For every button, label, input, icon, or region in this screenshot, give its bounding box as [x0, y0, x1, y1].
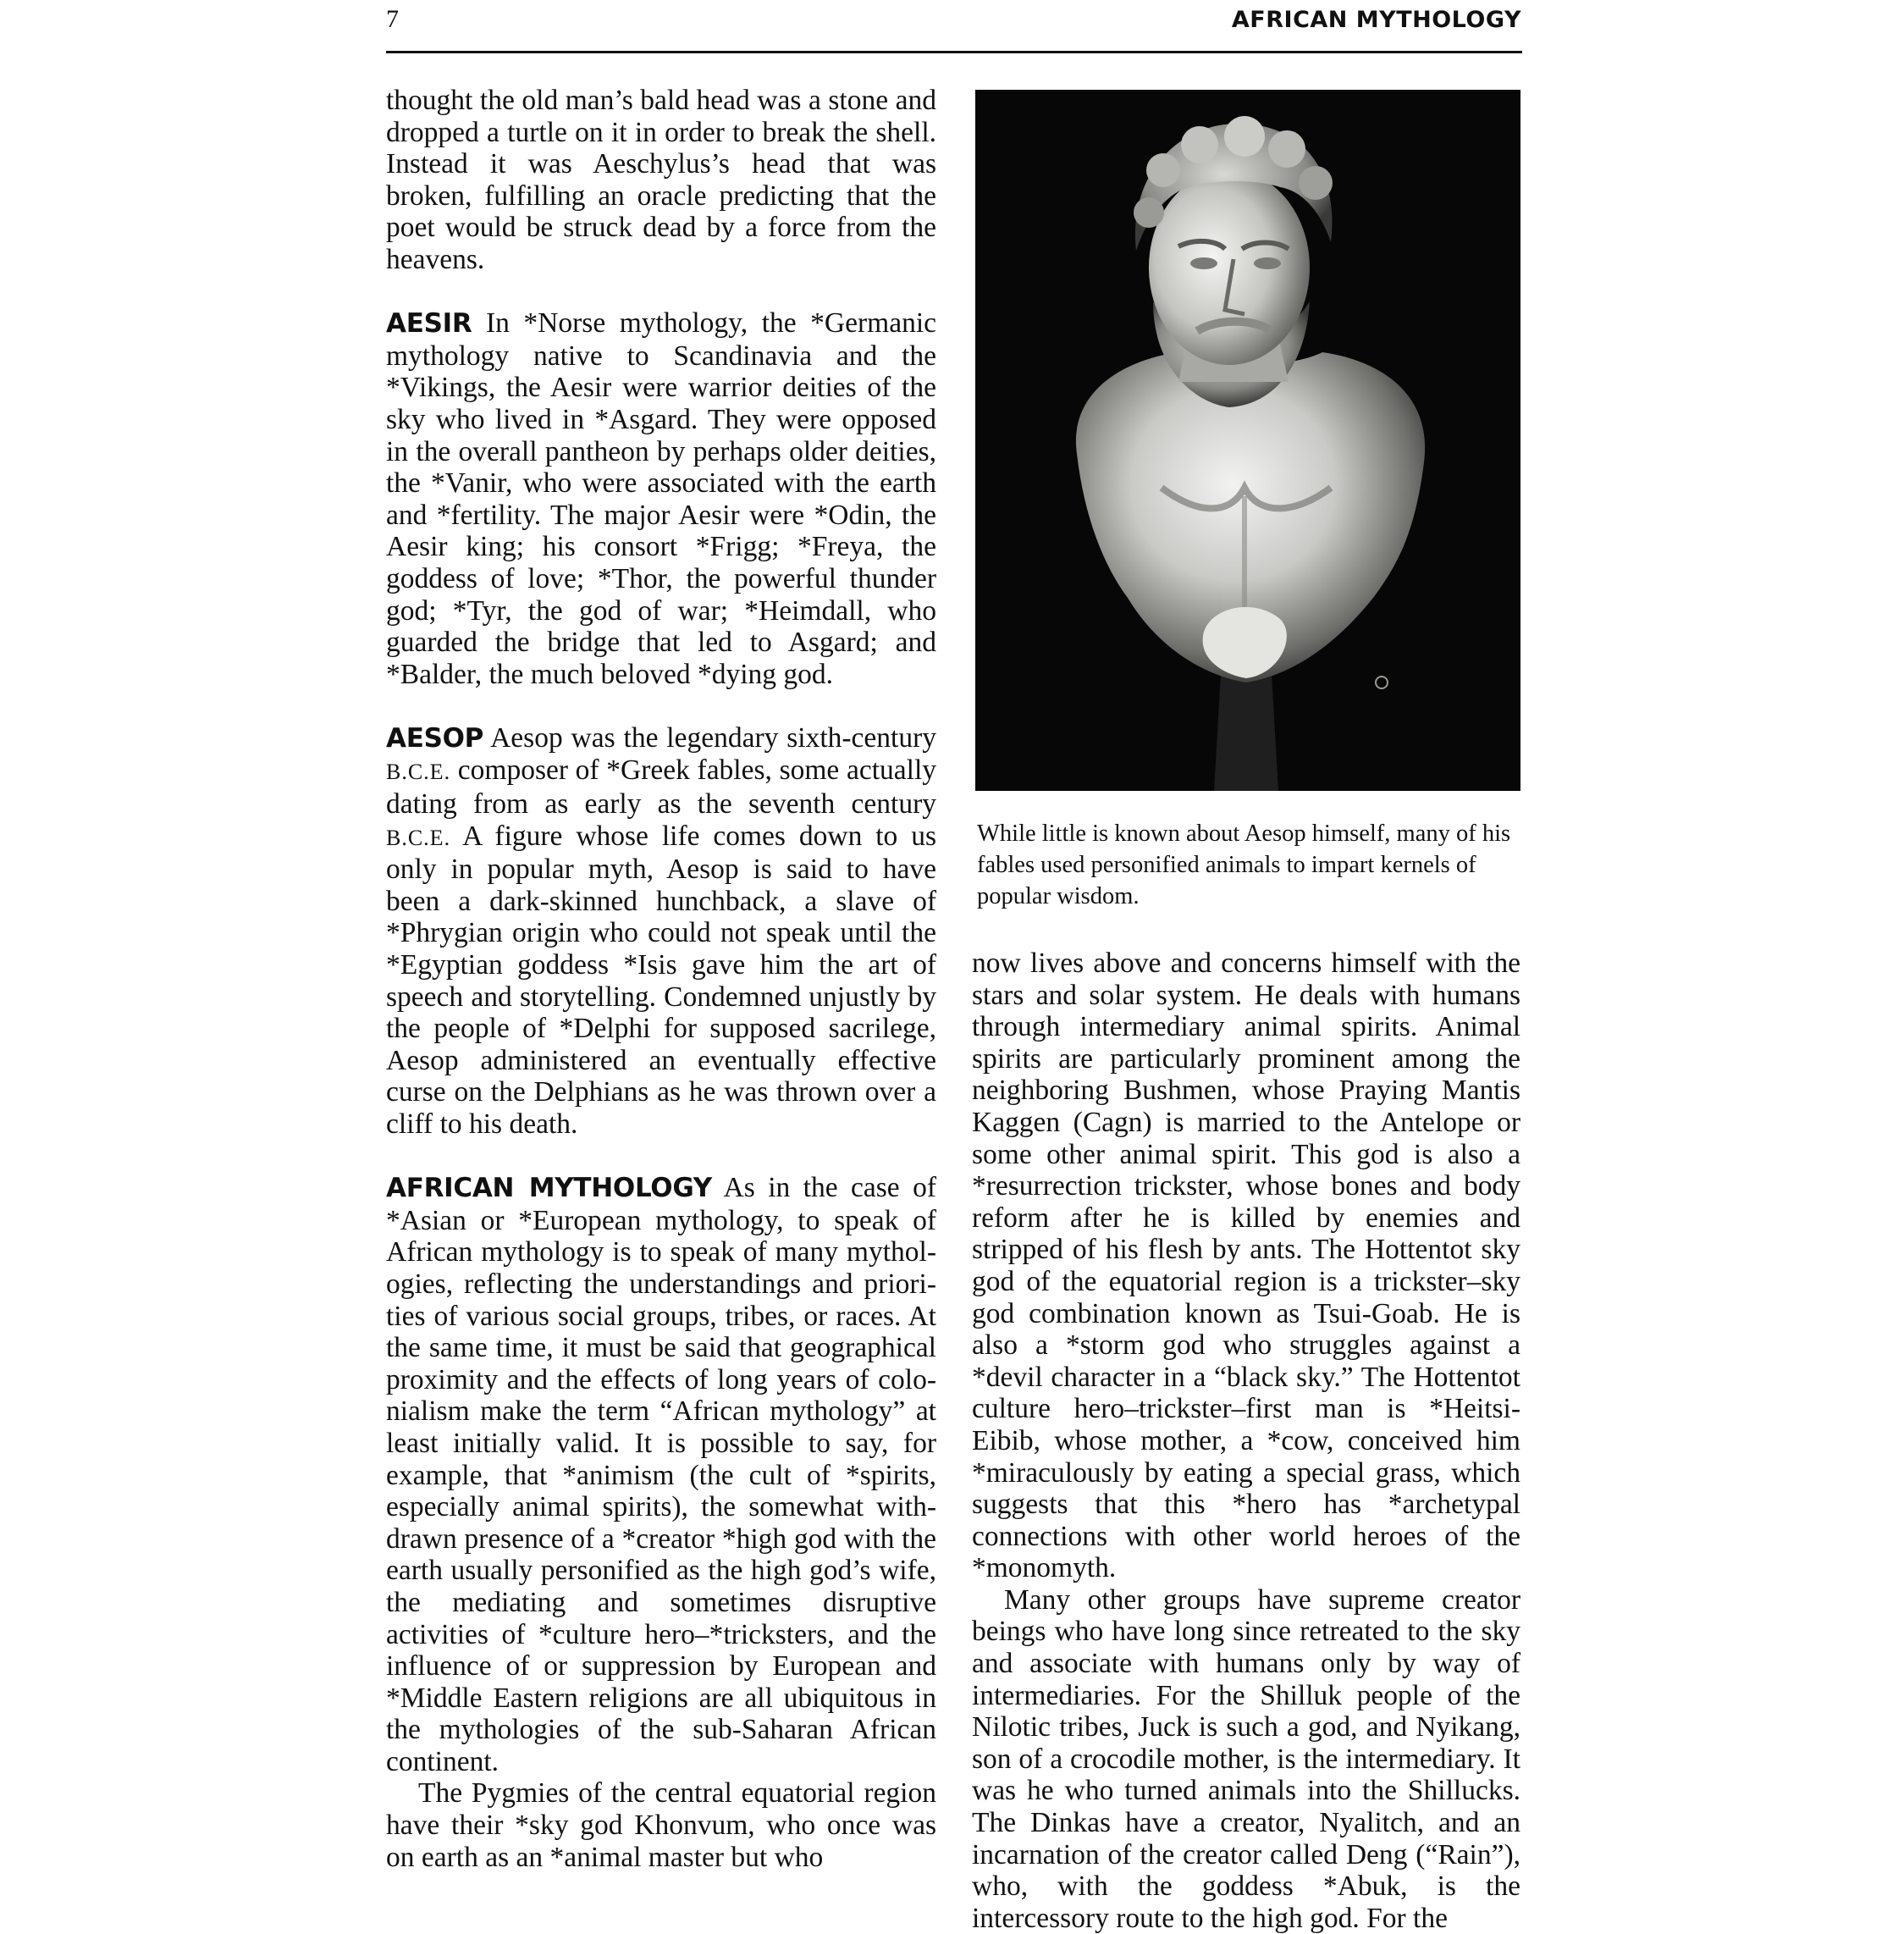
aesop-text-1: Aesop was the legendary sixth-century [490, 721, 936, 754]
aesop-text-3: A figure whose life comes down to us only in popular myth, Aesop is said to have been a dark-skinned hunchback, a slave of *Phrygian origin who could not speak until the *Egyptian goddess *Isis gave him the art of speech and storytelling. Condemned unjustly by the people of *Delphi for supposed sacrilege, Aesop administered an eventually effective curse on the Delphians as he was thrown over a cliff to his death. [386, 820, 936, 1140]
entry-aesir [386, 307, 936, 690]
african-mythology-text: As in the case of *Asian or *European mythology, to speak of African mythology is to speak of many mythologies, reflecting the understandings and priorities of various social groups, tribes, or races. At the same time, it must be said that geographical proximity and the effects of long years of colonialism make the term “African mythology” at least initially valid. It is possible to say, for example, that *animism (the cult of *spirits, especially animal spirits), the somewhat withdrawn presence of a *creator *high god with the earth usually personified as the high god’s wife, the mediating and sometimes disruptive activities of *culture hero–*tricksters, and the influence of or suppression by European and *Middle Eastern religions are all ubiquitous in the mythologies of the sub-Saharan African continent. [386, 1172, 937, 1777]
entry-african-mythology [386, 1172, 936, 1777]
right-column [972, 948, 1520, 1934]
header-rule [386, 51, 1522, 53]
headword-aesop: AESOP [386, 722, 484, 754]
right-paragraph-1: now lives above and concerns himself with the stars and solar system. He deals with humans through intermediary animal spirits. Animal spirits are particularly prominent among the neighboring Bushmen, whose Praying Mantis Kaggen (Cagn) is married to the Antelope or some other animal spirit. This god is also a *resurrection trickster, whose bones and body reform after he is killed by enemies and stripped of his flesh by ants. The Hottentot sky god of the equatorial region is a trickster–sky god combination known as Tsui-Goab. He is also a *storm god who struggles against a *devil character in a “black sky.” The Hottentot culture hero–trickster–first man is *Heitsi-Eibib, whose mother, a *cow, conceived him *miraculously by eating a special grass, which suggests that this *hero has *archetypal connections with other world heroes of the *monomyth. [972, 948, 1520, 1584]
entry-aesop [386, 722, 936, 1141]
era-abbreviation: B.C.E. [386, 825, 451, 850]
right-paragraph-2: Many other groups have supreme creator beings who have long since retreated to the sky and associate with humans only by way of intermediaries. For the Shilluk people of the Nilotic tribes, Juck is such a god, and Nyikang, son of a crocodile mother, is the intermediary. It was he who turned animals into the Shillucks. The Dinkas have a creator, Nyalitch, and an incarnation of the creator called Deng (“Rain”), who, with the goddess *Abuk, is the intercessory route to the high god. For the [972, 1583, 1520, 1934]
era-abbreviation: B.C.E. [386, 760, 451, 785]
headword-african-mythology: AFRICAN MYTHOLOGY [386, 1173, 712, 1204]
figure-caption: While little is known about Aesop himself, many of his fables used personified animals to impart kernels of popular wisdom. [977, 821, 1511, 909]
continuation-paragraph: thought the old man’s bald head was a stone and dropped a turtle on it in order to break the shell. Instead it was Aeschylus’s head that was broken, fulfilling an oracle predicting that the poet would be struck dead by a force from the heavens. [386, 85, 936, 275]
aesop-text-2: composer of *Greek fables, some actually dating from as early as the seventh century [386, 754, 936, 821]
bust-illustration [975, 90, 1520, 791]
headword-aesir: AESIR [386, 308, 472, 340]
running-head: AFRICAN MYTHOLOGY [1231, 7, 1521, 33]
pygmies-paragraph: The Pygmies of the central equatorial region have their *sky god Khonvum, who once was on earth as an *animal master but who [386, 1777, 936, 1873]
page-number: 7 [386, 5, 399, 33]
aesir-text: In *Norse mythology, the *Germanic mythology native to Scandinavia and the *Vikings, the Aesir were warrior deities of the sky who lived in *Asgard. They were opposed in the overall pantheon by perhaps older deities, the *Vanir, who were associated with the earth and *fertility. The major Aesir were *Odin, the Aesir king; his consort *Frigg; *Freya, the goddess of love; *Thor, the powerful thunder god; *Tyr, the god of war; *Heimdall, who guarded the bridge that led to Asgard; and *Balder, the much beloved *dying god. [386, 307, 936, 690]
aesop-bust-photo [975, 90, 1520, 791]
left-column [386, 85, 936, 1873]
